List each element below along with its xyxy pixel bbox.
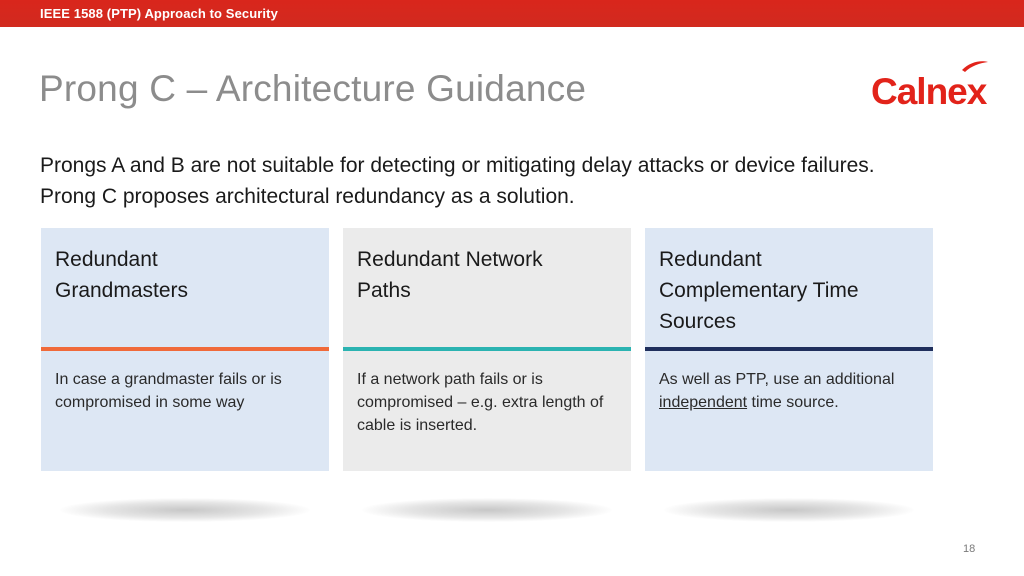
intro-line-2: Prong C proposes architectural redundancy as a solution. [40,185,575,208]
slide-title: Prong C – Architecture Guidance [39,68,587,109]
card-title [645,228,933,347]
card-redundant-time-sources [645,228,933,471]
card-title-line: Redundant [55,248,158,271]
intro-text [40,150,1000,212]
card-description [645,351,933,471]
card-description-emphasis: independent [659,394,748,411]
card-title-line: Complementary Time [659,279,859,302]
card-description-text: As well as PTP, use an additional [659,371,895,388]
card-title-line: Redundant [659,248,762,271]
card-redundant-network-paths [343,228,631,471]
card-shadow [362,498,612,522]
calnex-logo [870,60,990,110]
card-redundant-grandmasters [41,228,329,471]
card-shadow [664,498,914,522]
card-description: If a network path fails or is compromised – e.g. extra length of cable is inserted. [343,351,631,471]
page-number: 18 [963,543,976,555]
card-description: In case a grandmaster fails or is compromised in some way [41,351,329,471]
card-title-line: Redundant Network [357,248,543,271]
card-description-text: time source. [747,394,839,411]
logo-wordmark: Calnex [871,71,987,110]
card-title [41,228,329,347]
calnex-logo-mark [870,60,990,110]
card-title-line: Paths [357,279,411,302]
card-title-line: Sources [659,310,737,333]
card-title [343,228,631,347]
header-bar-title: IEEE 1588 (PTP) Approach to Security [40,6,278,21]
header-bar [0,0,1024,27]
card-shadow [60,498,310,522]
card-title-line: Grandmasters [55,279,189,302]
intro-line-1: Prongs A and B are not suitable for detecting or mitigating delay attacks or device failures. [40,154,875,177]
